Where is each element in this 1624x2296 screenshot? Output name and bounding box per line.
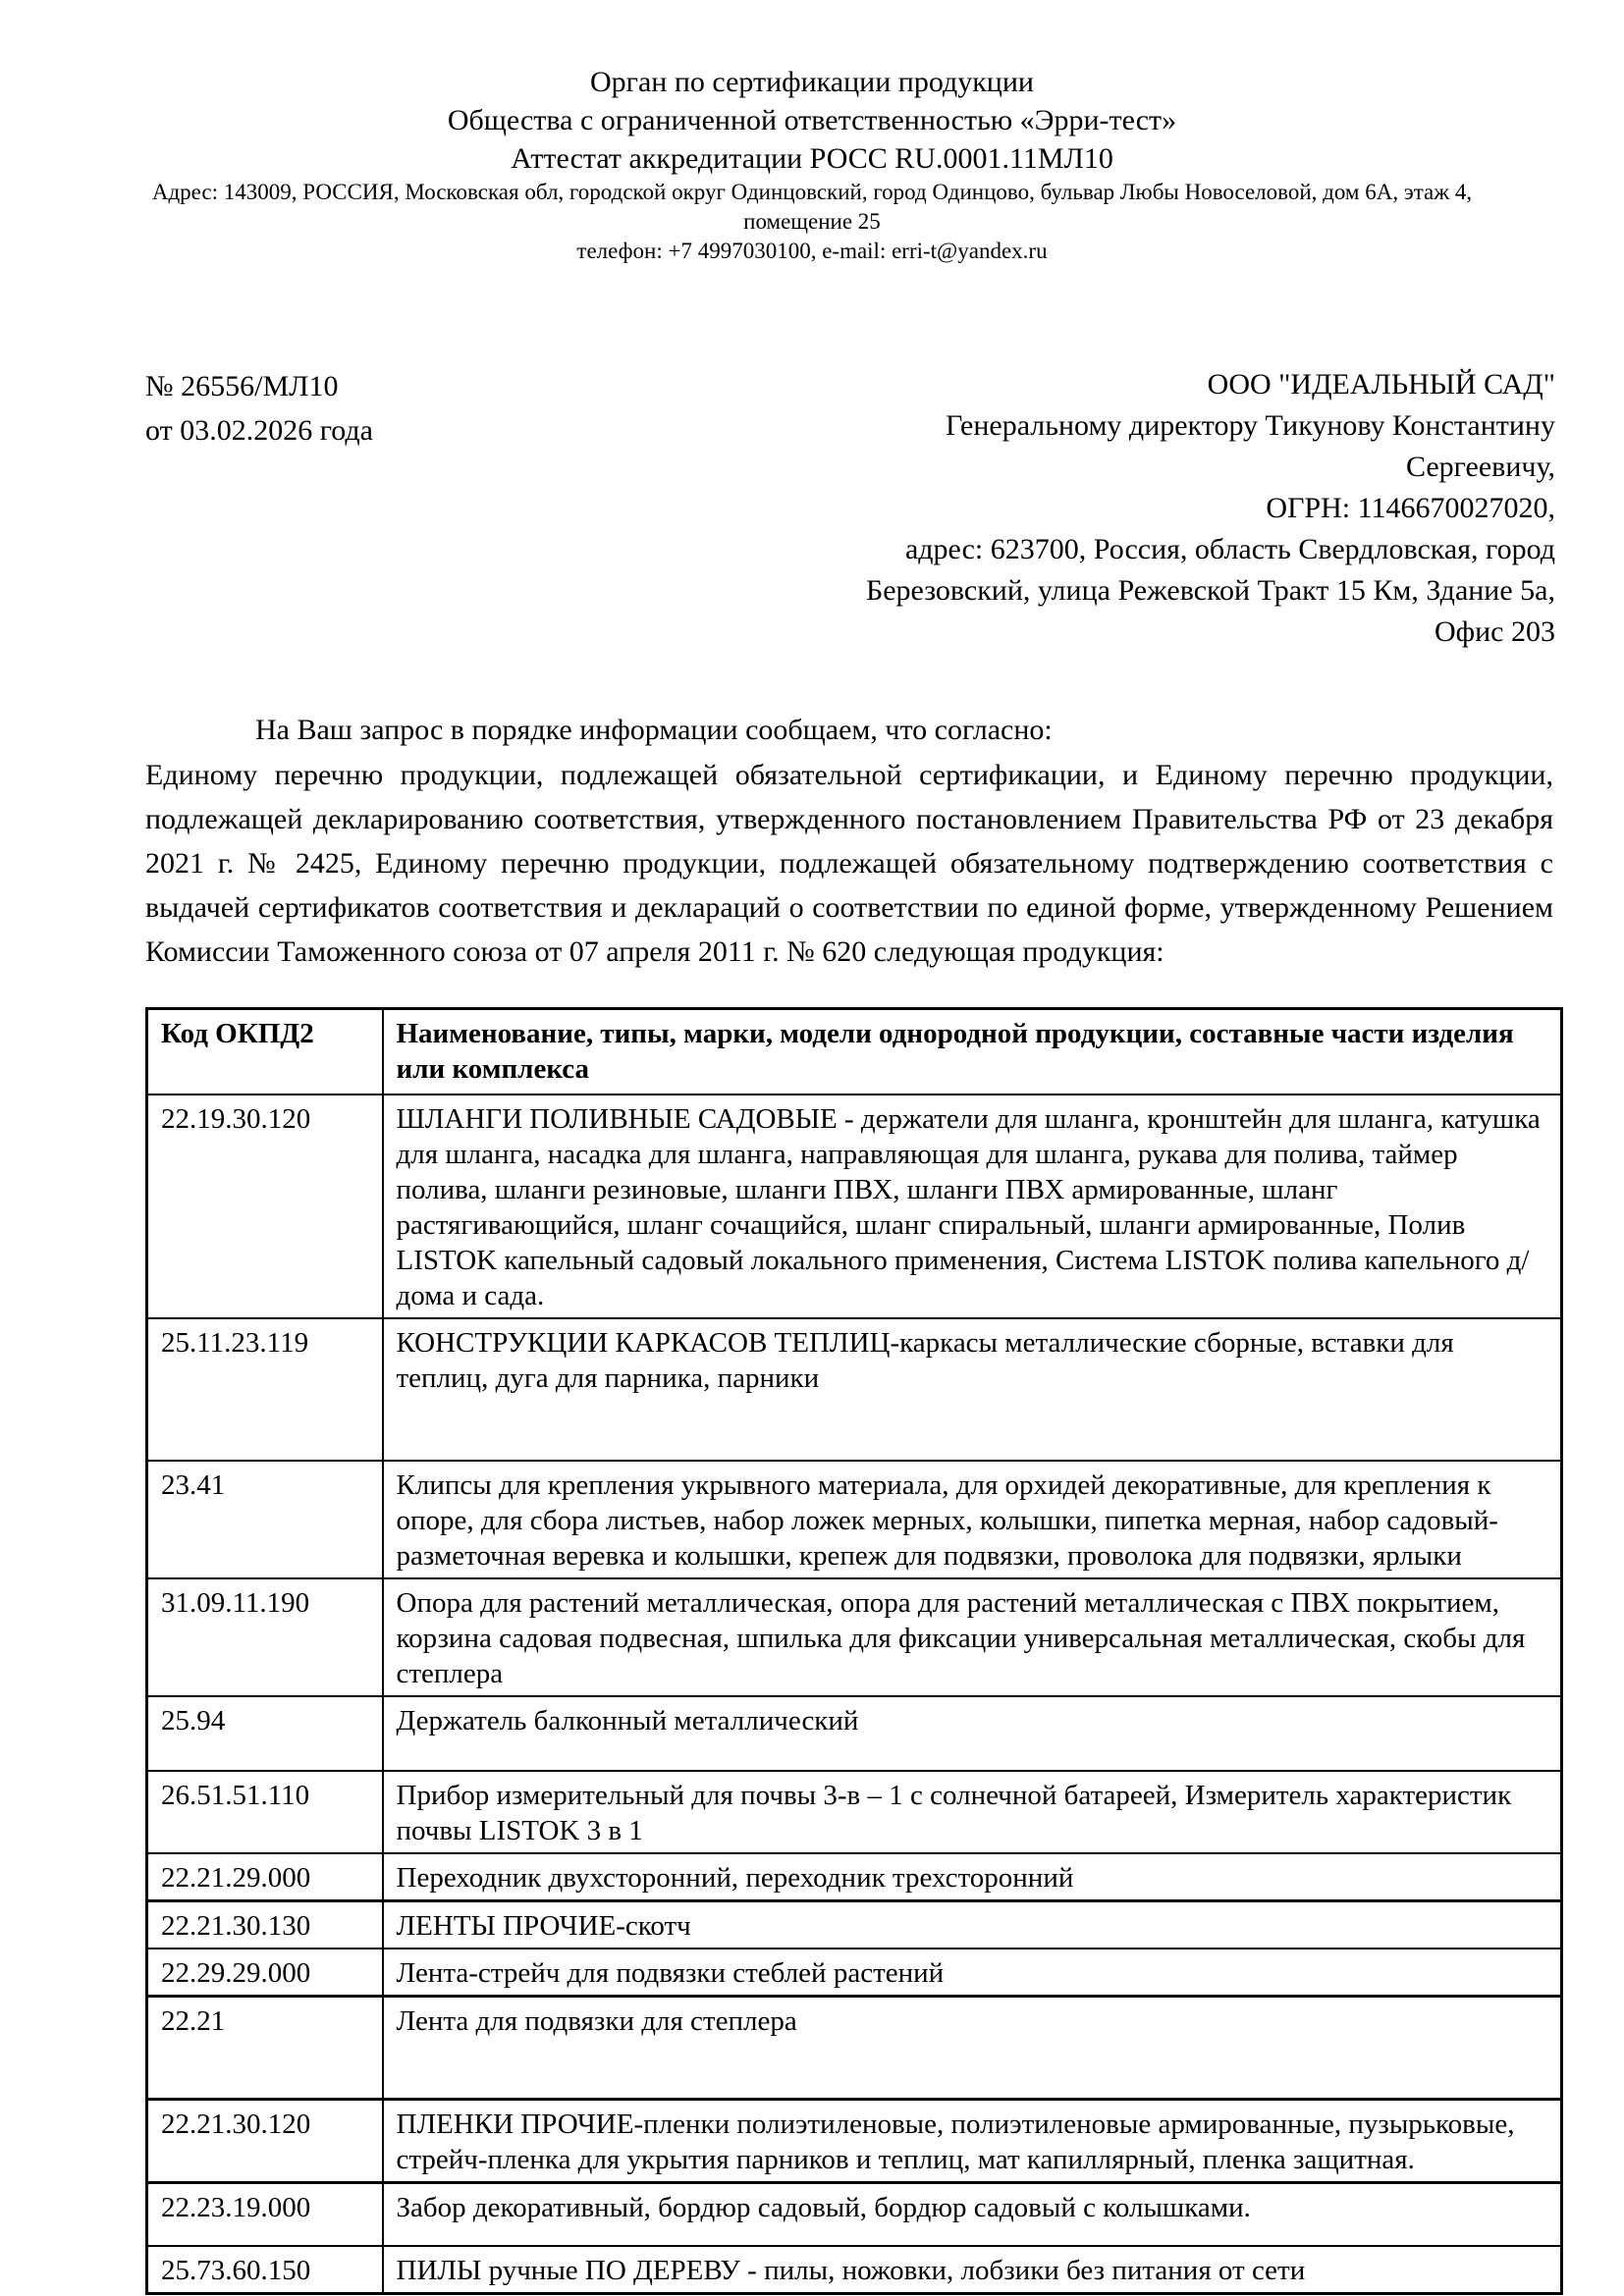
product-description-cell: ПИЛЫ ручные ПО ДЕРЕВУ - пилы, ножовки, лобзики без питания от сети [383,2246,1562,2294]
intro-sentence: На Ваш запрос в порядке информации сообщаем, что согласно: [255,714,1053,746]
table-row [147,2246,1562,2294]
okpd2-code-cell: 25.94 [147,1696,383,1771]
okpd2-code-cell: 22.21 [147,1996,383,2099]
okpd2-code-cell: 26.51.51.110 [147,1771,383,1853]
okpd2-code-cell: 25.73.60.150 [147,2246,383,2294]
letter-body [145,708,1553,974]
table-row [147,2182,1562,2246]
recipient-line: ОГРН: 1146670027020, [1266,492,1555,524]
table-row [147,1461,1562,1578]
recipient-line: Березовский, улица Режевской Тракт 15 Км, Здание 5а, [865,574,1555,607]
outgoing-date: от 03.02.2026 года [145,414,373,447]
table-row [147,1900,1562,1949]
okpd2-code-cell: 22.21.30.120 [147,2099,383,2182]
table-row [147,1771,1562,1853]
product-description-cell: Держатель балконный металлический [383,1696,1562,1771]
recipient-line: Генеральному директору Тикунову Константину [945,409,1555,442]
product-description-cell: Переходник двухсторонний, переходник трехсторонний [383,1853,1562,1901]
table-header-row [147,1009,1562,1095]
org-address-line: помещение 25 [743,209,881,234]
table-row [147,1318,1562,1461]
okpd2-code-cell: 22.29.29.000 [147,1949,383,1997]
table-row [147,2099,1562,2182]
recipient-line: ООО "ИДЕАЛЬНЫЙ САД" [1207,368,1555,400]
product-description-cell: ШЛАНГИ ПОЛИВНЫЕ САДОВЫЕ - держатели для шланга, кронштейн для шланга, катушка для шланга, насадка для шланга, направляющая для шланга, рукава для полива, таймер полива, шланги резиновые, шланги ПВХ, шланги ПВХ армированные, шланг растягивающийся, шланг сочащийся, шланг спиральный, шланги армированные, Полив LISTOK капельный садовый локального применения, Система LISTOK полива капельного д/дома и сада. [383,1095,1562,1318]
product-description-cell: Лента для подвязки для степлера [383,1996,1562,2099]
product-table-body [147,1095,1562,2294]
org-address-line: Адрес: 143009, РОССИЯ, Московская обл, городской округ Одинцовский, город Одинцово, бульвар Любы Новоселовой, дом 6А, этаж 4, [151,180,1473,204]
org-address [0,178,1624,237]
okpd2-code-cell: 22.21.29.000 [147,1853,383,1901]
product-description-cell: КОНСТРУКЦИИ КАРКАСОВ ТЕПЛИЦ-каркасы металлические сборные, вставки для теплиц, дуга для парника, парники [383,1318,1562,1461]
okpd2-code-cell: 31.09.11.190 [147,1578,383,1696]
recipient-line: адрес: 623700, Россия, область Свердловская, город [904,533,1555,565]
product-description-cell: Забор декоративный, бордюр садовый, бордюр садовый с колышками. [383,2182,1562,2246]
accreditation-line: Аттестат аккредитации РОСС RU.0001.11МЛ10 [511,142,1113,175]
header-product-description: Наименование, типы, марки, модели однородной продукции, составные части изделия или комплекса [383,1009,1562,1095]
product-table [145,1007,1563,2295]
okpd2-code-cell: 22.23.19.000 [147,2182,383,2246]
recipient-line: Офис 203 [1435,615,1555,648]
main-paragraph: Единому перечню продукции, подлежащей обязательной сертификации, и Единому перечню продукции, подлежащей декларированию соответствия, утвержденного постановлением Правительства РФ от 23 декабря 2021 г. № 2425, Единому перечню продукции, подлежащей обязательному подтверждению соответствия с выдачей сертификатов соответствия и деклараций о соответствии по единой форме, утвержденному Решением Комиссии Таможенного союза от 07 апреля 2011 г. № 620 следующая продукция: [145,759,1553,968]
recipient-block [866,364,1555,653]
okpd2-code-cell: 23.41 [147,1461,383,1578]
recipient-line: Сергеевичу, [1405,451,1555,483]
okpd2-code-cell: 22.21.30.130 [147,1900,383,1949]
outgoing-number: № 26556/МЛ10 [145,370,339,402]
table-row [147,1853,1562,1901]
product-description-cell: ЛЕНТЫ ПРОЧИЕ-скотч [383,1900,1562,1949]
table-row [147,1996,1562,2099]
product-description-cell: ПЛЕНКИ ПРОЧИЕ-пленки полиэтиленовые, полиэтиленовые армированные, пузырьковые, стрейч-пленка для укрытия парников и теплиц, мат капиллярный, пленка защитная. [383,2099,1562,2182]
product-description-cell: Лента-стрейч для подвязки стеблей растений [383,1949,1562,1997]
table-row [147,1578,1562,1696]
letterhead [0,0,1624,266]
product-description-cell: Прибор измерительный для почвы 3-в – 1 с солнечной батареей, Измеритель характеристик почвы LISTOK 3 в 1 [383,1771,1562,1853]
okpd2-code-cell: 25.11.23.119 [147,1318,383,1461]
product-description-cell: Опора для растений металлическая, опора для растений металлическая с ПВХ покрытием, корзина садовая подвесная, шпилька для фиксации универсальная металлическая, скобы для степлера [383,1578,1562,1696]
okpd2-code-cell: 22.19.30.120 [147,1095,383,1318]
reference-block [145,364,373,453]
reference-recipient-row [145,364,1555,653]
org-name-line1: Орган по сертификации продукции [590,66,1034,98]
table-row [147,1696,1562,1771]
table-row [147,1949,1562,1997]
org-name-line2: Общества с ограниченной ответственностью «Эрри-тест» [447,104,1177,136]
table-row [147,1095,1562,1318]
org-contact-line: телефон: +7 4997030100, e-mail: erri-t@yandex.ru [576,239,1048,263]
product-description-cell: Клипсы для крепления укрывного материала, для орхидей декоративные, для крепления к опоре, для сбора листьев, набор ложек мерных, колышки, пипетка мерная, набор садовый-разметочная веревка и колышки, крепеж для подвязки, проволока для подвязки, ярлыки [383,1461,1562,1578]
header-okpd2-code: Код ОКПД2 [147,1009,383,1095]
